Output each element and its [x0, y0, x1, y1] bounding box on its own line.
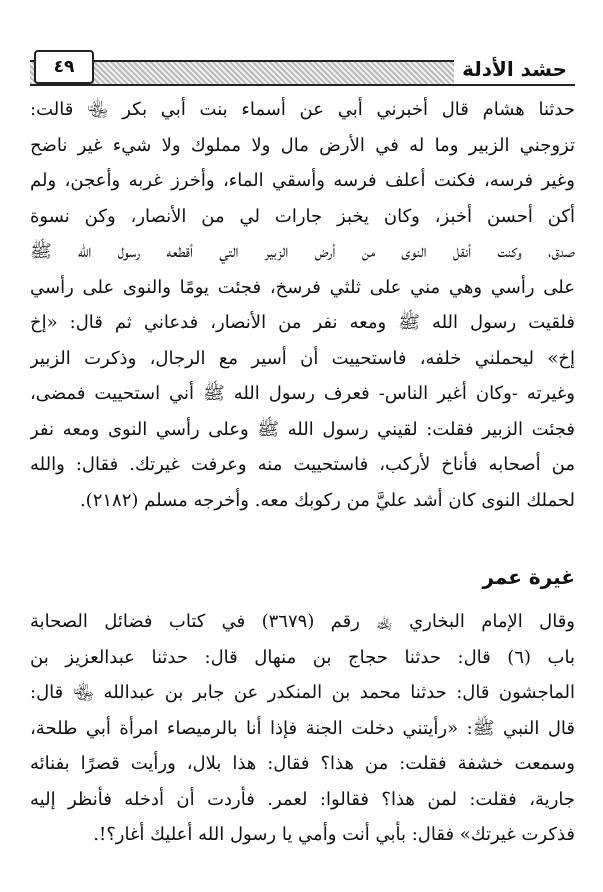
text-line: وغيرته -وكان أغير الناس- فعرف رسول الله ﷺ أني استحييت فمضى، — [30, 383, 575, 404]
text-line: تزوجني الزبير وما له في الأرض مال ولا مملوك ولا شيء غير ناضح — [30, 134, 575, 156]
text-line: وقال الإمام البخاري ﵀ رقم (٣٦٧٩) في كتاب فضائل الصحابة — [30, 611, 575, 632]
text-line: صدق، وكنت أنقل النوى من أرض الزبير التي أقطعه رسول الله ﷺ — [30, 241, 575, 262]
text-line: لحملك النوى كان أشد عليَّ من ركوبك معه. وأخرجه مسلم (٢١٨٢). — [79, 489, 575, 511]
paragraph-umar-hadith — [30, 604, 575, 853]
text-line: فلقيت رسول الله ﷺ ومعه نفر من الأنصار، فدعاني ثم قال: «إخ — [30, 312, 575, 333]
text-line: إخ» ليحملني خلفه، فاستحييت أن أسير مع الرجال، وذكرت الزبير — [30, 347, 575, 369]
page-header — [30, 50, 575, 84]
text-line: فذكرت غيرتك» فقال: بأبي أنت وأمي يا رسول الله أعليك أغار؟!. — [93, 824, 575, 845]
text-line: على رأسي وهي مني على ثلثي فرسخ، فجئت يومًا والنوى على رأسي — [30, 276, 575, 298]
text-line: جارية، فقلت: لمن هذا؟ فقالوا: لعمر. فأردت أن أدخله فأنظر إليه — [30, 788, 575, 810]
text-line: وغير فرسه، فكنت أعلف فرسه وأسقي الماء، وأخرز غربه وأعجن، ولم — [30, 170, 575, 191]
text-line: فجئت الزبير فقلت: لقيني رسول الله ﷺ وعلى رأسي النوى ومعه نفر — [30, 418, 575, 440]
text-line: حدثنا هشام قال أخبرني أبي عن أسماء بنت أبي بكر ﵄ قالت: — [30, 99, 575, 120]
running-title: حشد الأدلة — [454, 54, 575, 84]
text-line: باب (٦) قال: حدثنا حجاج بن منهال قال: حدثنا عبدالعزيز بن — [30, 646, 575, 668]
paragraph-asma-narration — [30, 92, 575, 518]
text-line: قال النبي ﷺ: «رأيتني دخلت الجنة فإذا أنا بالرميصاء امرأة أبي طلحة، — [30, 717, 575, 739]
page-number: ٤٩ — [34, 50, 94, 84]
text-line: أكن أحسن أخبز، وكان يخبز جارات لي من الأنصار، وكن نسوة — [30, 205, 575, 227]
text-line: وسمعت خشفة فقلت: من هذا؟ فقال: هذا بلال، ورأيت قصرًا بفنائه — [30, 753, 575, 774]
text-line: من أصحابه فأناخ لأركب، فاستحييت منه وعرفت غيرتك. فقال: والله — [30, 454, 575, 475]
text-line: الماجشون قال: حدثنا محمد بن المنكدر عن جابر بن عبدالله ﵄ قال: — [30, 682, 575, 703]
section-heading: غيرة عمر — [482, 565, 575, 589]
